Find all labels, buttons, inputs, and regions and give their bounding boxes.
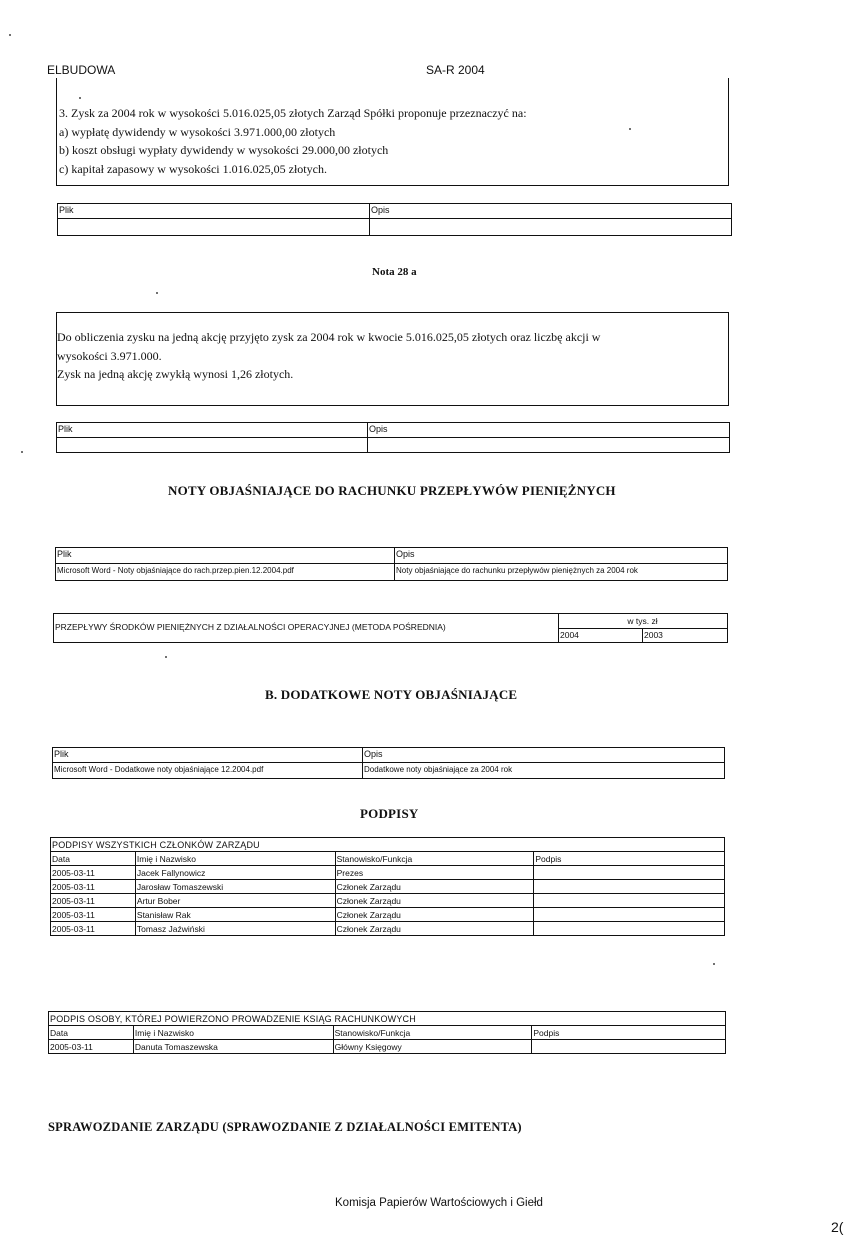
sig-position: Członek Zarządu — [335, 922, 534, 936]
footer-commission: Komisja Papierów Wartościowych i Giełd — [335, 1197, 543, 1209]
accountant-signature-table — [48, 1011, 726, 1054]
sig-date: 2005-03-11 — [49, 1040, 134, 1054]
sig-date: 2005-03-11 — [51, 866, 136, 880]
sig-name: Stanisław Rak — [135, 908, 335, 922]
board-table-title: PODPISY WSZYSTKICH CZŁONKÓW ZARZĄDU — [51, 838, 725, 852]
sig-date: 2005-03-11 — [51, 894, 136, 908]
desc-col-header: Opis — [367, 423, 729, 437]
management-report-heading: SPRAWOZDANIE ZARZĄDU (SPRAWOZDANIE Z DZIAŁALNOŚCI EMITENTA) — [48, 1120, 522, 1134]
sig-position: Prezes — [335, 866, 534, 880]
sig-name: Artur Bober — [135, 894, 335, 908]
report-id: SA-R 2004 — [426, 63, 485, 77]
sig-date: 2005-03-11 — [51, 922, 136, 936]
col-name: Imię i Nazwisko — [133, 1026, 333, 1040]
col-signature: Podpis — [532, 1026, 726, 1040]
scan-speck — [629, 128, 631, 130]
file-cell[interactable] — [57, 438, 367, 452]
file-col-header: Plik — [57, 549, 72, 559]
accountant-table-title: PODPIS OSOBY, KTÓREJ POWIERZONO PROWADZENIE KSIĄG RACHUNKOWYCH — [49, 1012, 726, 1026]
desc-cell: Noty objaśniające do rachunku przepływów pieniężnych za 2004 rok — [394, 564, 727, 580]
scan-speck — [79, 97, 81, 99]
sig-position: Członek Zarządu — [335, 894, 534, 908]
cash-flow-notes-heading: NOTY OBJAŚNIAJĄCE DO RACHUNKU PRZEPŁYWÓW PIENIĘŻNYCH — [168, 483, 616, 498]
file-col-header: Plik — [58, 424, 73, 434]
file-cell-link[interactable]: Microsoft Word - Noty objaśniające do rach.przep.pien.12.2004.pdf — [57, 566, 294, 575]
file-table-1 — [57, 203, 732, 236]
note-28a-box — [56, 312, 729, 406]
table-row — [51, 908, 725, 922]
col-date: Data — [51, 852, 136, 866]
table-row — [51, 922, 725, 936]
unit-label: w tys. zł — [627, 616, 658, 626]
col-name: Imię i Nazwisko — [135, 852, 335, 866]
desc-cell — [367, 438, 729, 452]
note-line: Zysk na jedną akcję zwykłą wynosi 1,26 złotych. — [57, 367, 294, 381]
table-row — [51, 866, 725, 880]
profit-line: a) wypłatę dywidendy w wysokości 3.971.000,00 złotych — [59, 124, 336, 139]
col-position: Stanowisko/Funkcja — [335, 852, 534, 866]
sig-signature — [534, 908, 725, 922]
sig-signature — [534, 922, 725, 936]
sig-date: 2005-03-11 — [51, 908, 136, 922]
scan-speck — [21, 451, 23, 453]
scan-speck — [713, 963, 715, 965]
note-28a-title: Nota 28 a — [372, 266, 417, 278]
cash-flow-label: PRZEPŁYWY ŚRODKÓW PIENIĘŻNYCH Z DZIAŁALNOŚCI OPERACYJNEJ (METODA POŚREDNIA) — [55, 622, 446, 632]
col-date: Data — [49, 1026, 134, 1040]
scan-speck — [165, 656, 167, 658]
desc-cell — [369, 219, 731, 235]
table-row — [51, 894, 725, 908]
board-signatures-table — [50, 837, 725, 936]
company-name: ELBUDOWA — [47, 63, 116, 77]
table-row — [51, 880, 725, 894]
sig-position: Główny Księgowy — [333, 1040, 532, 1054]
desc-col-header: Opis — [394, 548, 727, 563]
sig-name: Tomasz Jaźwiński — [135, 922, 335, 936]
note-line: wysokości 3.971.000. — [57, 348, 162, 363]
file-cell[interactable] — [58, 219, 369, 235]
cash-flow-operating-table — [53, 613, 728, 643]
file-col-header: Plik — [59, 205, 74, 215]
sig-name: Jacek Fallynowicz — [135, 866, 335, 880]
sig-signature — [534, 894, 725, 908]
sig-signature — [534, 866, 725, 880]
desc-cell: Dodatkowe noty objaśniające za 2004 rok — [362, 763, 724, 778]
table-row — [49, 1040, 726, 1054]
col-position: Stanowisko/Funkcja — [333, 1026, 532, 1040]
year-2004: 2004 — [560, 630, 579, 640]
profit-distribution-box — [56, 78, 729, 186]
year-2003: 2003 — [644, 630, 663, 640]
scan-speck — [156, 292, 158, 294]
desc-col-header: Opis — [369, 204, 731, 218]
sig-signature — [534, 880, 725, 894]
profit-line: 3. Zysk za 2004 rok w wysokości 5.016.025,05 złotych Zarząd Spółki proponuje przeznaczyć na: — [59, 106, 527, 120]
note-line: Do obliczenia zysku na jedną akcję przyjęto zysk za 2004 rok w kwocie 5.016.025,05 złotych oraz liczbę akcji w — [57, 330, 601, 344]
col-signature: Podpis — [534, 852, 725, 866]
sig-name: Danuta Tomaszewska — [133, 1040, 333, 1054]
file-cell-link[interactable]: Microsoft Word - Dodatkowe noty objaśniające 12.2004.pdf — [54, 765, 264, 774]
page-number: 2( — [831, 1219, 844, 1235]
sig-position: Członek Zarządu — [335, 880, 534, 894]
scan-speck — [9, 34, 11, 36]
signatures-heading: PODPISY — [360, 806, 419, 821]
sig-name: Jarosław Tomaszewski — [135, 880, 335, 894]
profit-line: b) koszt obsługi wypłaty dywidendy w wysokości 29.000,00 złotych — [59, 143, 389, 157]
sig-signature — [532, 1040, 726, 1054]
sig-date: 2005-03-11 — [51, 880, 136, 894]
profit-line: c) kapitał zapasowy w wysokości 1.016.025,05 złotych. — [59, 161, 327, 176]
file-table-2 — [56, 422, 730, 453]
desc-col-header: Opis — [362, 748, 724, 762]
additional-notes-heading: B. DODATKOWE NOTY OBJAŚNIAJĄCE — [265, 687, 518, 702]
additional-notes-file-table — [52, 747, 725, 779]
sig-position: Członek Zarządu — [335, 908, 534, 922]
cash-flow-file-table — [55, 547, 728, 581]
file-col-header: Plik — [54, 749, 69, 759]
